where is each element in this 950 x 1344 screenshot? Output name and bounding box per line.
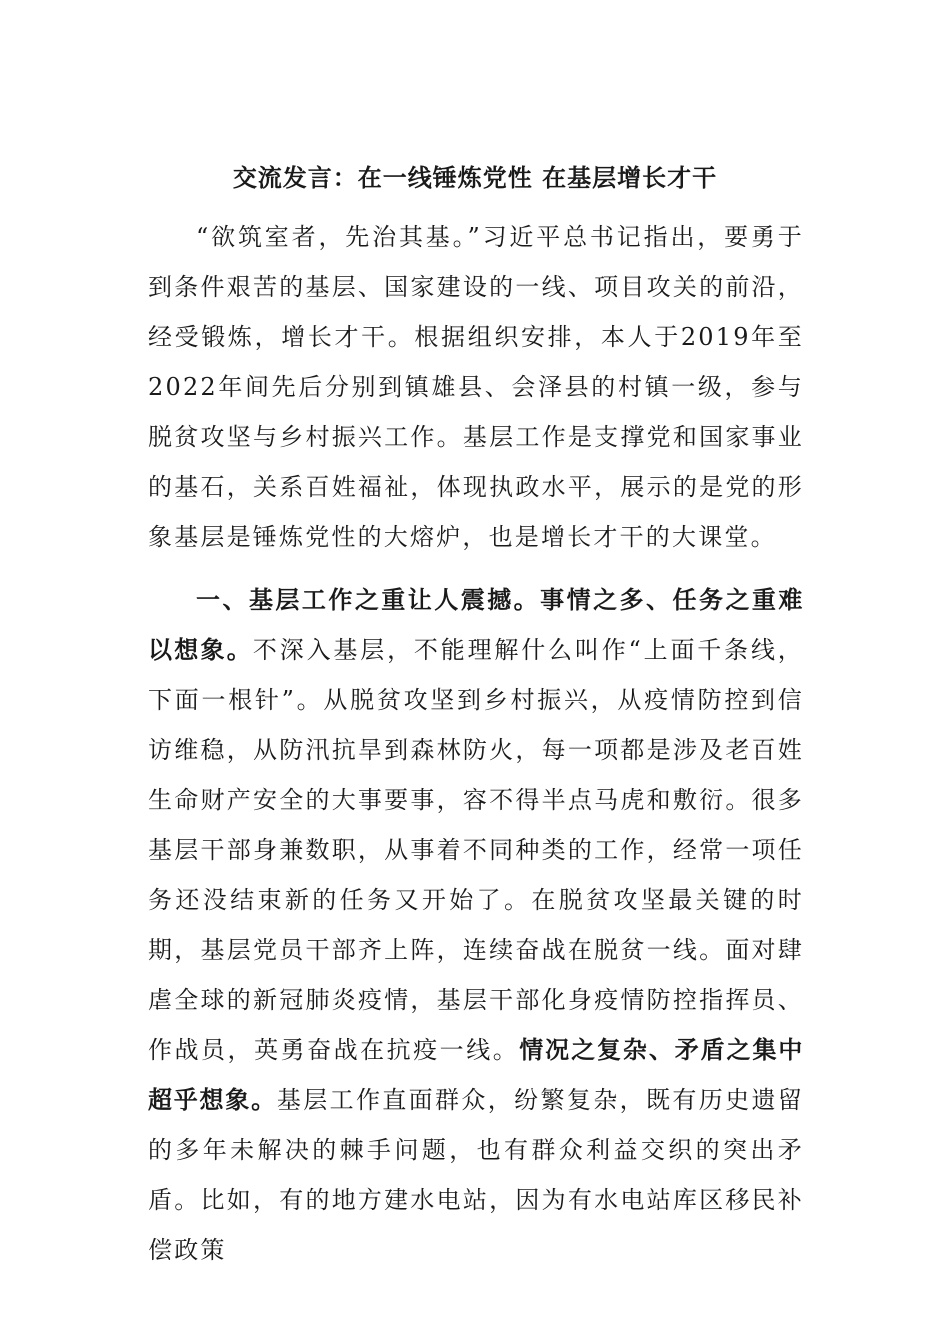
section-one-body-second: 基层工作直面群众，纷繁复杂，既有历史遗留的多年未解决的棘手问题，也有群众利益交织的突出矛盾。比如，有的地方建水电站，因为有水电站库区移民补偿政策 [148,1086,805,1264]
section-one-lead-second: 情况之复杂、矛盾之集中超乎想象。 [148,1036,804,1114]
document-title: 交流发言：在一线锤炼党性 在基层增长才干 [232,164,718,192]
section-one-lead: 事情之多、任务之重难以想象。 [148,586,804,664]
section-one-body-first: 不深入基层，不能理解什么叫作“上面千条线，下面一根针”。从脱贫攻坚到乡村振兴，从疫情防控到信访维稳，从防汛抗旱到森林防火，每一项都是涉及老百姓生命财产安全的大事要事，容不得半点马虎和敷衍。很多基层干部身兼数职，从事着不同种类的工作，经常一项任务还没结束新的任务又开始了。在脱贫攻坚最关键的时期，基层党员干部齐上阵，连续奋战在脱贫一线。面对肆虐全球的新冠肺炎疫情，基层干部化身疫情防控指挥员、作战员，英勇奋战在抗疫一线。 [148,636,804,1064]
section-one-paragraph [148,575,804,1275]
section-one-heading: 一、基层工作之重让人震撼。 [196,586,541,614]
intro-paragraph: “欲筑室者，先治其基。”习近平总书记指出，要勇于到条件艰苦的基层、国家建设的一线、项目攻关的前沿，经受锻炼，增长才干。根据组织安排，本人于2019年至2022年间先后分别到镇雄县、会泽县的村镇一级，参与脱贫攻坚与乡村振兴工作。基层工作是支撑党和国家事业的基石，关系百姓福祉，体现执政水平，展示的是党的形象基层是锤炼党性的大熔炉，也是增长才干的大课堂。 [148,223,804,551]
